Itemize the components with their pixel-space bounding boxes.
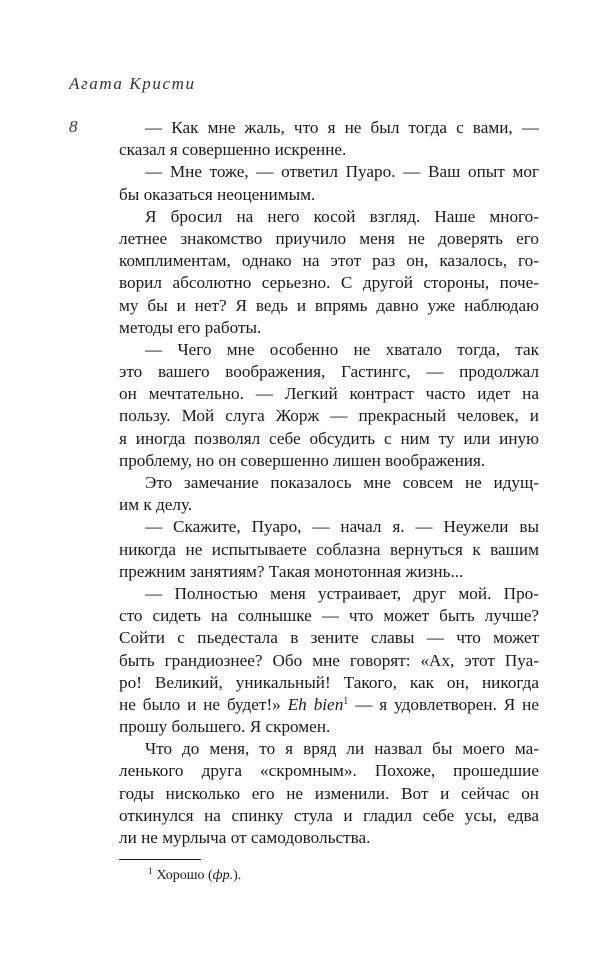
text-fragment: — я удовлетворен. Я не: [348, 694, 540, 714]
text-line: ворил абсолютно серьезно. С другой стороны, поче-: [119, 273, 539, 293]
text-line: годы нисколько его не изменили. Вот и сейчас он: [119, 783, 539, 803]
text-line: Я бросил на него косой взгляд. Наше много-: [145, 206, 539, 226]
text-line: откинулся на спинку стула и гладил себе усы, едва: [119, 805, 539, 825]
running-head-author: Агата Кристи: [69, 74, 196, 93]
text-line: — Как мне жаль, что я не был тогда с вами, —: [145, 118, 539, 137]
footnote-abbreviation: фр.: [212, 868, 234, 883]
text-line: им к делу.: [119, 495, 193, 515]
footnote-text: Хорошо (: [156, 868, 213, 883]
text-line: му бы и нет? Я ведь и впрямь давно уже наблюдаю: [119, 295, 539, 315]
foreign-phrase: Eh bien: [287, 694, 344, 714]
text-line: — Полностью меня устраивает, друг мой. Про-: [145, 583, 539, 603]
text-line: быть грандиознее? Обо мне говорят: «Ах, этот Пуа-: [119, 650, 539, 670]
text-line: он мечтательно. — Легкий контраст часто идет на: [119, 384, 539, 404]
text-line: прошу большего. Я скромен.: [119, 717, 331, 737]
text-line: Это замечание показалось мне совсем не идущ-: [145, 473, 539, 492]
text-line: прежним занятиям? Такая монотонная жизнь...: [119, 561, 464, 581]
text-line: Сойти с пьедестала в зените славы — что может: [119, 628, 539, 648]
text-line: комплиментам, однако на этот раз он, казалось, го-: [119, 251, 539, 271]
text-line: — Скажите, Пуаро, — начал я. — Неужели вы: [145, 517, 539, 537]
text-line: никогда не испытываете соблазна вернуться к вашим: [119, 539, 539, 559]
text-line: это вашего воображения, Гастингс, — продолжал: [119, 362, 539, 382]
text-line: — Чего мне особенно не хватало тогда, так: [145, 339, 539, 359]
text-line: летнее знакомство приучило меня не доверять его: [119, 228, 539, 248]
page-number: 8: [69, 117, 78, 136]
text-line: ли не мурлыча от самодовольства.: [119, 828, 371, 847]
text-line: сто сидеть на солнышке — что может быть лучше?: [119, 606, 539, 626]
text-line: проблему, но он совершенно лишен воображения.: [119, 450, 486, 470]
text-line: — Мне тоже, — ответил Пуаро. — Ваш опыт мог: [145, 162, 539, 182]
text-line: сказал я совершенно искренне.: [119, 140, 347, 160]
text-line-with-footnote: [119, 694, 539, 716]
text-line: бы оказаться неоценимым.: [119, 184, 316, 204]
footnote-reference: 1: [343, 695, 349, 707]
footnote: [148, 867, 241, 885]
text-fragment: не было и не будет!»: [119, 694, 281, 714]
text-line: методы его работы.: [119, 317, 262, 337]
footnote-divider: [119, 859, 201, 860]
text-line: Что до меня, то я вряд ли назвал бы моего ма-: [145, 739, 539, 759]
main-text: [119, 117, 539, 849]
text-line: ро! Великий, уникальный! Такого, как он, никогда: [119, 672, 539, 692]
footnote-number: 1: [148, 866, 153, 876]
footnote-tail: ).: [233, 868, 242, 883]
text-line: пользу. Мой слуга Жорж — прекрасный человек, и: [119, 406, 539, 426]
text-line: я иногда позволял себе обсудить с ним ту или иную: [119, 428, 539, 448]
text-line: ленького друга «скромным». Похоже, прошедшие: [119, 761, 539, 781]
